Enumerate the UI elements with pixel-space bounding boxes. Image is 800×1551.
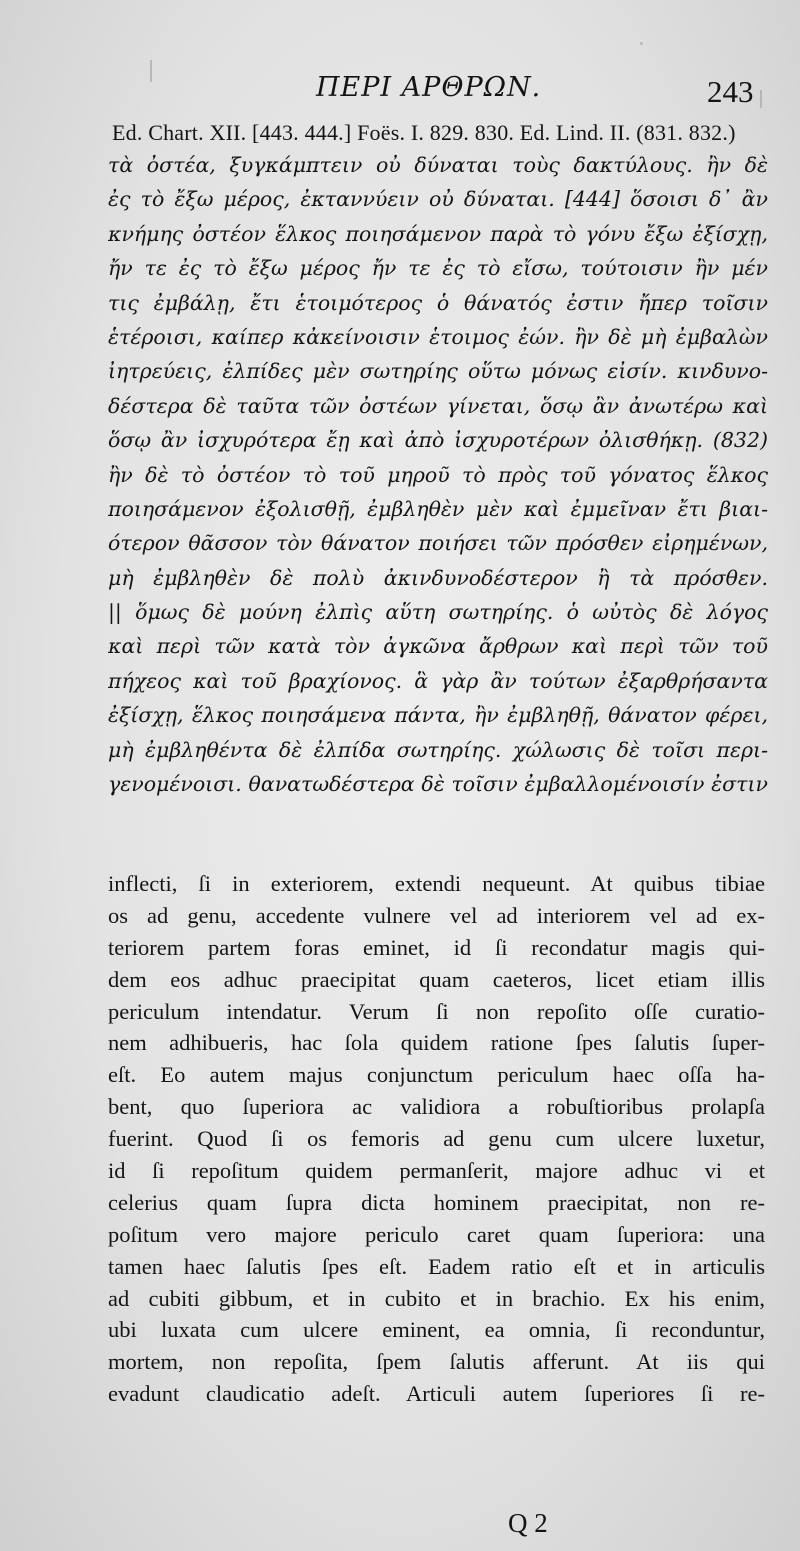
latin-text-line: fuerint. Quod ſi os femoris ad genu cum ulcere luxetur,	[108, 1126, 765, 1152]
latin-text-line: ad cubiti gibbum, et in cubito et in brachio. Ex his enim,	[108, 1285, 765, 1311]
latin-text-line: bent, quo ſuperiora ac validiora a robuſtioribus prolapſa	[108, 1094, 765, 1120]
greek-text-line: δέστερα δὲ ταῦτα τῶν ὀστέων γίνεται, ὅσῳ ἂν ἀνωτέρω καὶ	[108, 393, 768, 418]
greek-text-line: καὶ περὶ τῶν κατὰ τὸν ἀγκῶνα ἄρθρων καὶ περὶ τῶν τοῦ	[108, 634, 768, 659]
greek-text-block	[108, 148, 768, 801]
greek-text-line: ἰητρεύεις, ἐλπίδες μὲν σωτηρίης οὕτω μόνως εἰσίν. κινδυνο-	[108, 359, 768, 384]
latin-text-line: os ad genu, accedente vulnere vel ad interiorem vel ad ex-	[108, 902, 765, 928]
greek-text-line: τις ἐμβάλῃ, ἔτι ἑτοιμότερος ὁ θάνατός ἐστιν ἤπερ τοῖσιν	[108, 290, 768, 315]
latin-text-line: tamen haec ſalutis ſpes eſt. Eadem ratio eſt et in articulis	[108, 1253, 765, 1279]
edition-reference: Ed. Chart. XII. [443. 444.] Foës. I. 829. 830. Ed. Lind. II. (831. 832.)	[112, 120, 736, 145]
paper-blemish	[760, 90, 762, 108]
greek-text-line: πήχεος καὶ τοῦ βραχίονος. ἃ γὰρ ἂν τούτων ἐξαρθρήσαντα	[108, 668, 768, 693]
page-number: 243	[707, 74, 754, 109]
latin-text-line: evadunt claudicatio adeſt. Articuli autem ſuperiores ſi re-	[108, 1381, 765, 1407]
latin-translation-block	[108, 868, 765, 1410]
latin-text-line: nem adhibueris, hac ſola quidem ratione ſpes ſalutis ſuper-	[108, 1030, 765, 1056]
paper-blemish	[640, 42, 643, 45]
latin-text-line: ubi luxata cum ulcere eminent, ea omnia, ſi reconduntur,	[108, 1317, 765, 1343]
greek-text-line: μὴ ἐμβληθέντα δὲ ἐλπίδα σωτηρίης. χώλωσις δὲ τοῖσι περι-	[108, 737, 768, 762]
greek-text-line: γενομένοισι. θανατωδέστερα δὲ τοῖσιν ἐμβαλλομένοισίν ἐστιν	[108, 772, 768, 797]
greek-text-line: || ὅμως δὲ μούνη ἐλπὶς αὕτη σωτηρίης. ὁ ωὐτὸς δὲ λόγος	[108, 600, 768, 625]
greek-text-line: ποιησάμενον ἐξολισθῇ, ἐμβληθὲν μὲν καὶ ἐμμεῖναν ἔτι βιαι-	[108, 496, 768, 521]
latin-text-line: id ſi repoſitum quidem permanſerit, majore adhuc vi et	[108, 1158, 765, 1184]
greek-text-line: κνήμης ὀστέον ἕλκος ποιησάμενον παρὰ τὸ γόνυ ἔξω ἐξίσχῃ,	[108, 221, 768, 246]
greek-text-line: ἢν δὲ τὸ ὀστέον τὸ τοῦ μηροῦ τὸ πρὸς τοῦ γόνατος ἕλκος	[108, 462, 768, 487]
latin-text-line: poſitum vero majore periculo caret quam ſuperiora: una	[108, 1221, 765, 1247]
latin-text-line: periculum intendatur. Verum ſi non repoſito oſſe curatio-	[108, 998, 765, 1024]
paper-blemish	[150, 60, 152, 82]
latin-text-line: inflecti, ſi in exteriorem, extendi nequeunt. At quibus tibiae	[108, 871, 765, 896]
greek-text-line: ἤν τε ἐς τὸ ἔξω μέρος ἤν τε ἐς τὸ εἴσω, τούτοισιν ἢν μέν	[108, 256, 768, 281]
latin-text-line: celerius quam ſupra dicta hominem praecipitat, non re-	[108, 1189, 765, 1215]
page-header	[0, 70, 800, 110]
latin-text-line: mortem, non repoſita, ſpem ſalutis afferunt. At iis qui	[108, 1349, 765, 1375]
greek-text-line: ἐς τὸ ἔξω μέρος, ἐκταννύειν οὐ δύναται. [444] ὅσοισι δ᾽ ἂν	[108, 187, 768, 212]
latin-text-line: teriorem partem foras eminet, id ſi recondatur magis qui-	[108, 934, 765, 960]
greek-text-line: τὰ ὀστέα, ξυγκάμπτειν οὐ δύναται τοὺς δακτύλους. ἢν δὲ	[108, 153, 768, 177]
signature-mark: Q 2	[508, 1508, 548, 1538]
greek-text-line: ἑτέροισι, καίπερ κἀκείνοισιν ἑτοιμος ἐών. ἢν δὲ μὴ ἐμβαλὼν	[108, 324, 768, 349]
greek-text-line: ἐξίσχῃ, ἕλκος ποιησάμενα πάντα, ἢν ἐμβληθῇ, θάνατον φέρει,	[108, 703, 768, 728]
greek-text-line: μὴ ἐμβληθὲν δὲ πολὺ ἀκινδυνοδέστερον ἢ τὰ πρόσθεν.	[108, 565, 768, 590]
greek-text-line: ὅσῳ ἂν ἰσχυρότερα ἔῃ καὶ ἀπὸ ἰσχυροτέρων ὀλισθήκῃ. (832)	[108, 428, 768, 453]
latin-text-line: eſt. Eo autem majus conjunctum periculum haec oſſa ha-	[108, 1062, 765, 1088]
running-title: ΠΕΡΙ ΑΡΘΡΩΝ.	[316, 72, 542, 103]
latin-text-line: dem eos adhuc praecipitat quam caeteros, licet etiam illis	[108, 966, 765, 992]
greek-text-line: ότερον θᾶσσον τὸν θάνατον ποιήσει τῶν πρόσθεν εἰρημένων,	[108, 531, 768, 556]
